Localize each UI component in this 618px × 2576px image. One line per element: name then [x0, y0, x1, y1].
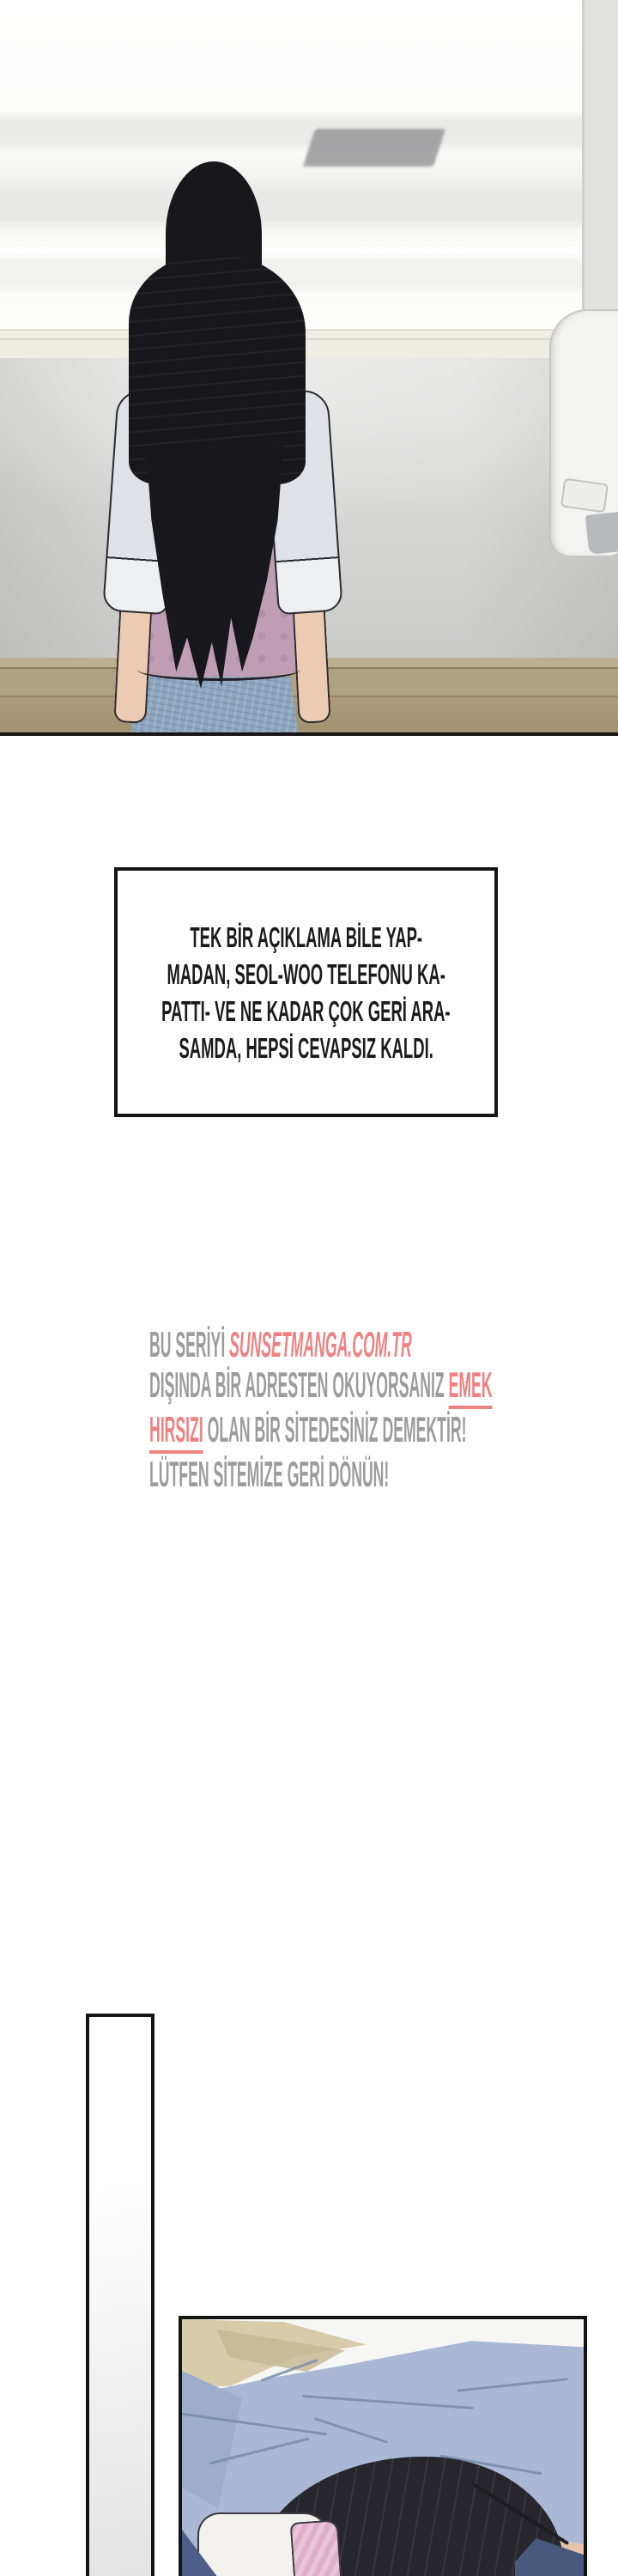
- pink-garment-strap: [290, 2519, 342, 2576]
- narration-line-1: TEK BİR AÇIKLAMA BİLE YAP-: [190, 920, 422, 953]
- watermark-highlight-emek: EMEK: [449, 1364, 493, 1409]
- windowsill-object: [303, 129, 445, 167]
- watermark-text: DIŞINDA BİR ADRESTEN OKUYORSANIZ: [149, 1364, 449, 1405]
- window-sill: [0, 329, 618, 360]
- watermark-line-3: [149, 1409, 467, 1454]
- watermark-text: OLAN BİR SİTEDESİNİZ DEMEKTİR!: [203, 1409, 467, 1449]
- panel-bed-scene: [179, 2316, 587, 2576]
- character-arm-right: [292, 600, 330, 724]
- window-blinds: [0, 0, 618, 345]
- sheet-wrinkle: [457, 2378, 568, 2392]
- coat-cuff: [560, 478, 609, 513]
- panel-vertical-sliver: [86, 2014, 154, 2576]
- sheet-wrinkle: [302, 2395, 474, 2409]
- panel-room-scene: [0, 0, 618, 736]
- narration-line-2: MADAN, SEOL-WOO TELEFONU KA-: [167, 957, 445, 990]
- coat-flap: [585, 512, 618, 555]
- watermark-text: BU SERİYİ: [149, 1324, 230, 1364]
- sheet-wrinkle: [314, 2417, 389, 2444]
- character-jeans: [130, 677, 299, 736]
- window-frame-post: [582, 0, 618, 347]
- watermark-notice: [0, 1324, 515, 1494]
- watermark-line-4: LÜTFEN SİTEMİZE GERİ DÖNÜN!: [149, 1454, 390, 1494]
- watermark-highlight-hirsizi: HIRSIZI: [149, 1409, 203, 1454]
- watermark-line-2: [149, 1364, 493, 1409]
- watermark-site-url: SUNSETMANGA.COM.TR: [229, 1324, 412, 1364]
- character-arm-left: [113, 600, 152, 724]
- sheet-fold: [182, 2371, 242, 2508]
- narration-line-4: SAMDA, HEPSİ CEVAPSIZ KALDI.: [179, 1031, 433, 1064]
- narration-box: [114, 867, 498, 1117]
- narration-line-3: PATTI- VE NE KADAR ÇOK GERİ ARA-: [161, 994, 451, 1027]
- watermark-line-1: [149, 1324, 412, 1364]
